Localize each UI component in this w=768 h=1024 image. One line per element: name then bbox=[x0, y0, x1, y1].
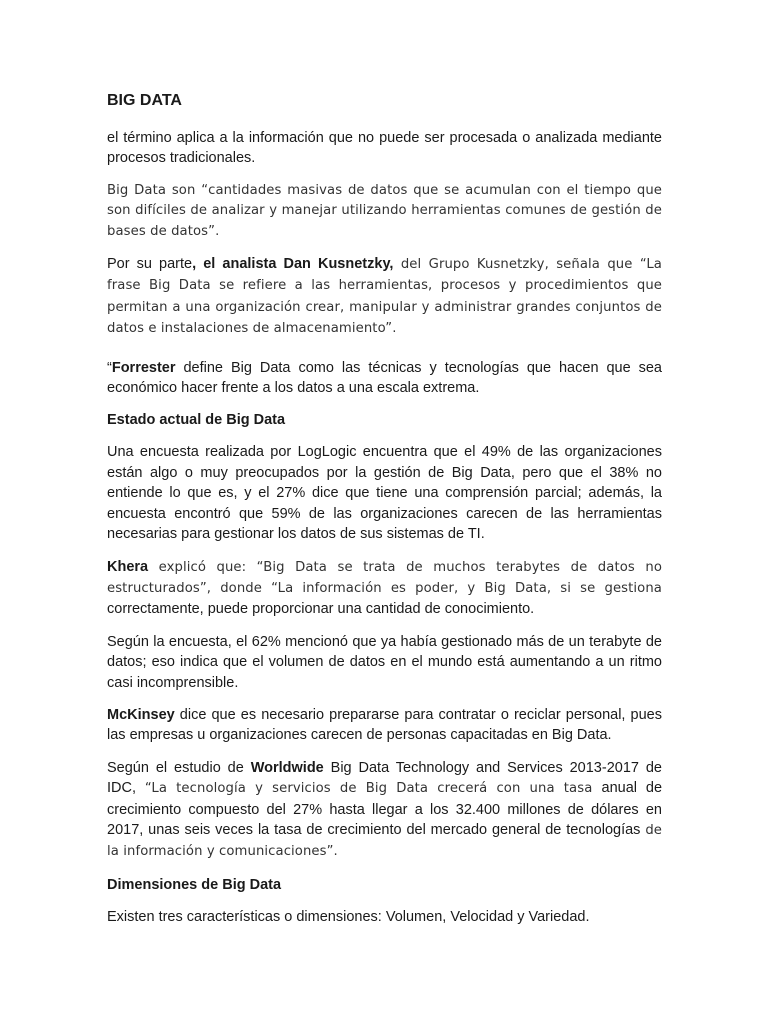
idc-worldwide: Worldwide bbox=[250, 759, 324, 776]
paragraph-khera bbox=[107, 557, 662, 620]
kusnetzky-quote: del Grupo Kusnetzky, señala que “La frase Big Data se refiere a las herramientas, procesos y procedimientos que permitan a una organización crear, manipular y administrar grandes conjuntos de bbox=[107, 257, 662, 315]
paragraph-mckinsey bbox=[107, 705, 662, 746]
paragraph-dimensiones: Existen tres características o dimensiones: Volumen, Velocidad y Variedad. bbox=[107, 908, 590, 925]
document-title: BIG DATA bbox=[107, 92, 182, 109]
khera-quote: explicó que: “Big Data se trata de muchos terabytes de datos no estructurados”, donde “La información es poder, y Big Data, si se gestiona bbox=[107, 559, 662, 596]
idc-intro: Según el estudio de bbox=[107, 759, 251, 776]
kusnetzky-intro: Por su parte bbox=[107, 256, 193, 273]
idc-quote: “La tecnología y servicios de Big Data crecerá con una tasa bbox=[144, 781, 602, 797]
paragraph-loglogic: Una encuesta realizada por LogLogic encuentra que el 49% de las organizaciones están algo o muy preocupados por la gestión de Big Data, pero que el 38% no entiende lo que es, y el 27% dice que tiene una comprensión parcial; además, la encuesta encontró que 59% de las organizaciones carecen de las herramientas necesarias para gestionar los datos de sus sistemas de TI. bbox=[107, 444, 662, 543]
forrester-text: define Big Data como las técnicas y tecnologías que hacen que sea económico hacer frente a los datos a una escala extrema. bbox=[107, 359, 662, 397]
idc-study: Big Data Technology and Services 2013-2017 de IDC, bbox=[107, 759, 662, 797]
kusnetzky-quote-end: datos e instalaciones de almacenamiento”. bbox=[107, 321, 397, 337]
idc-quote-mid: anual de crecimiento compuesto del 27% hasta llegar a los 32.400 millones de dólares en 2017, unas seis veces la tasa de crecimiento del mercado general de tecnologías bbox=[107, 780, 663, 838]
paragraph-idc bbox=[107, 758, 662, 863]
document-body bbox=[107, 90, 662, 939]
idc-quote-end: de la información y comunicaciones”. bbox=[107, 822, 662, 860]
kusnetzky-name: , el analista Dan Kusnetzky, bbox=[192, 256, 394, 273]
paragraph-definition: el término aplica a la información que no puede ser procesada o analizada mediante procesos tradicionales. bbox=[107, 130, 662, 167]
mckinsey-text: dice que es necesario prepararse para contratar o reciclar personal, pues las empresas u organizaciones carecen de personas capacitadas en Big Data. bbox=[107, 706, 662, 744]
khera-quote-end: correctamente, puede proporcionar una cantidad de conocimiento. bbox=[107, 601, 535, 618]
heading-dimensiones: Dimensiones de Big Data bbox=[107, 876, 282, 893]
mckinsey-name: McKinsey bbox=[107, 706, 175, 723]
khera-name: Khera bbox=[107, 558, 149, 575]
forrester-name: Forrester bbox=[111, 359, 176, 376]
paragraph-forrester bbox=[107, 358, 662, 399]
paragraph-big-data-quote: Big Data son “cantidades masivas de datos que se acumulan con el tiempo que son difíciles de analizar y manejar utilizando herramientas comunes de gestión de bases de datos”. bbox=[107, 182, 662, 239]
paragraph-kusnetzky bbox=[107, 254, 662, 340]
heading-estado-actual: Estado actual de Big Data bbox=[107, 412, 286, 429]
forrester-open-quote: “ bbox=[107, 359, 112, 376]
paragraph-encuesta: Según la encuesta, el 62% mencionó que ya había gestionado más de un terabyte de datos; eso indica que el volumen de datos en el mundo está aumentando a un ritmo casi incomprensible. bbox=[107, 633, 662, 691]
